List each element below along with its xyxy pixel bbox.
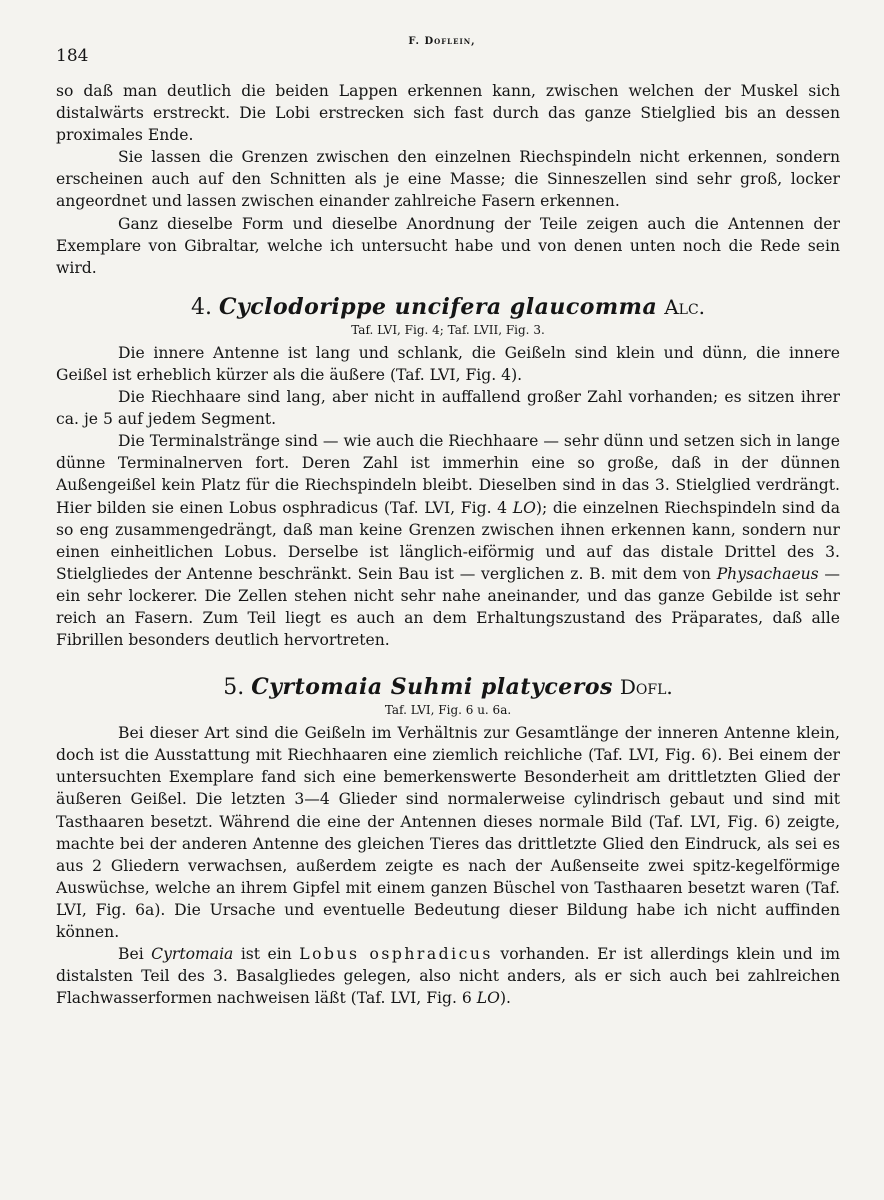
body-text bbox=[56, 80, 840, 1009]
spaced-term: Lobus osphradicus bbox=[299, 945, 493, 964]
species-name: Cyclodorippe uncifera glaucomma bbox=[218, 293, 658, 320]
paragraph: Die Riechhaare sind lang, aber nicht in auffallend großer Zahl vorhanden; es sitzen ihrer ca. je 5 auf jedem Segment. bbox=[56, 388, 840, 429]
paragraph: Bei dieser Art sind die Geißeln im Verhältnis zur Gesamtlänge der inneren Antenne klein, doch ist die Ausstattung mit Riechhaaren eine ziemlich reichliche (Taf. LVI, Fig. 6). Bei einem der untersuchten Exemplare fand sich eine bemerkenswerte Besonderheit am drittletzten Glied der äußeren Geißel. Die letzten 3—4 Glieder sind normalerweise cylindrisch gebaut und sind mit Tasthaaren besetzt. Während die eine der Antennen dieses normale Bild (Taf. LVI, Fig. 6) zeigte, machte bei der anderen Antenne des gleichen Tieres das drittletzte Glied den Eindruck, als sei es aus 2 Gliedern verwachsen, außerdem zeigte es nach der Außenseite zwei spitz-kegelförmige Auswüchse, welche an ihrem Gipfel mit einem ganzen Büschel von Tasthaaren besetzt waren (Taf. LVI, Fig. 6a). Die Ursache und eventuelle Bedeutung dieser Bildung habe ich nicht auffinden können. bbox=[56, 724, 840, 941]
species-author: Alc. bbox=[664, 294, 706, 319]
genus-name: Cyrtomaia bbox=[151, 945, 234, 964]
section-heading-4 bbox=[56, 293, 840, 322]
paragraph: Die innere Antenne ist lang und schlank, die Geißeln sind klein und dünn, die innere Geißel ist erheblich kürzer als die äußere (Taf. LVI, Fig. 4). bbox=[56, 343, 840, 384]
genus-name: Physachaeus bbox=[716, 564, 819, 583]
text-run: ist ein bbox=[233, 945, 300, 964]
figure-label: LO bbox=[512, 498, 536, 517]
section-number: 4. bbox=[190, 294, 212, 320]
text-run: ). bbox=[499, 989, 511, 1008]
page-number: 184 bbox=[56, 46, 89, 66]
paragraph: Ganz dieselbe Form und dieselbe Anordnung der Teile zeigen auch die Antennen der Exemplare von Gibraltar, welche ich untersucht habe und von denen unten noch die Rede sein wird. bbox=[56, 214, 840, 277]
text-run: — ein sehr lockerer. Die Zellen stehen nicht sehr nahe aneinander, und das ganze Gebilde ist sehr reich an Fasern. Zum Teil liegt es auch an dem Erhaltungszustand des Präparates, daß alle Fibrillen besonders deutlich hervortreten. bbox=[56, 564, 840, 650]
section-number: 5. bbox=[223, 675, 245, 701]
species-author: Dofl. bbox=[619, 675, 673, 700]
figure-reference: Taf. LVI, Fig. 4; Taf. LVII, Fig. 3. bbox=[351, 322, 545, 337]
section-heading-5 bbox=[56, 673, 840, 702]
text-run: vorhanden. Er ist allerdings klein und im distalsten Teil des 3. Basalgliedes gelegen, also nicht anders, als er sich auch bei zahlreichen Flachwasserformen nachweisen läßt (Taf. LVI, Fig. 6 bbox=[56, 945, 840, 1008]
paragraph bbox=[56, 943, 840, 1009]
text-run: ); die einzelnen Riechspindeln sind da so eng zusammengedrängt, daß man keine Grenzen zwischen ihnen erkennen kann, sondern nur einen einheitlichen Lobus. Derselbe ist länglich-eiförmig und auf das distale Drittel des 3. Stielgliedes der Antenne beschränkt. Sein Bau ist — verglichen z. B. mit dem von bbox=[56, 498, 841, 583]
figure-reference: Taf. LVI, Fig. 6 u. 6a. bbox=[384, 703, 512, 718]
figure-label: LO bbox=[476, 989, 500, 1008]
paragraph bbox=[56, 430, 840, 651]
species-name: Cyrtomaia Suhmi platyceros bbox=[251, 674, 613, 701]
paragraph: so daß man deutlich die beiden Lappen erkennen kann, zwischen welchen der Muskel sich distalwärts erstreckt. Die Lobi erstrecken sich fast durch das ganze Stielglied bis an dessen proximales Ende. bbox=[56, 82, 840, 145]
text-run: Bei bbox=[118, 945, 152, 964]
running-header-author: F. Doflein, bbox=[408, 36, 476, 47]
text-run: Die Terminalstränge sind — wie auch die Riechhaare — sehr dünn und setzen sich in lange dünne Terminalnerven fort. Deren Zahl ist immerhin eine so große, daß in der dünnen Außengeißel kein Platz für die Riechspindeln bleibt. Dieselben sind in das 3. Stielglied verdrängt. Hier bilden sie einen Lobus osphradicus (Taf. LVI, Fig. 4 bbox=[56, 432, 840, 517]
paragraph: Sie lassen die Grenzen zwischen den einzelnen Riechspindeln nicht erkennen, sondern erscheinen auch auf den Schnitten als je eine Masse; die Sinneszellen sind sehr groß, locker angeordnet und lassen zwischen einander zahlreiche Fasern erkennen. bbox=[56, 148, 840, 211]
